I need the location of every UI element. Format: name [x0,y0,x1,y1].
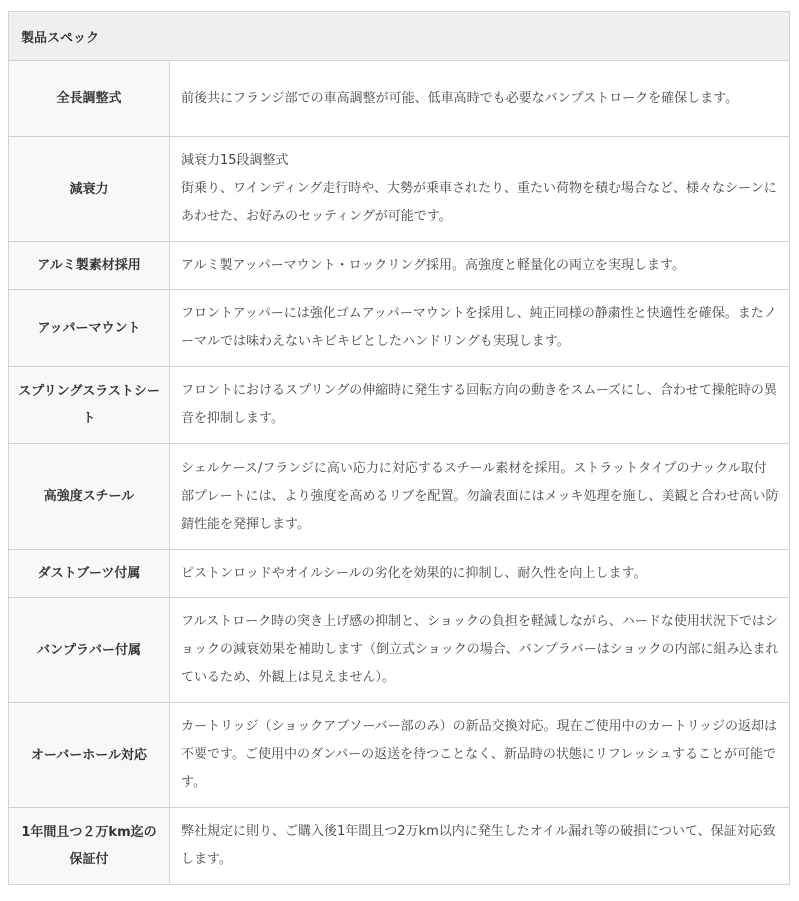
spec-value: フロントアッパーには強化ゴムアッパーマウントを採用し、純正同様の静粛性と快適性を確保。またノーマルでは味わえないキビキビとしたハンドリングも実現します。 [170,290,790,367]
spec-row [9,367,790,444]
spec-value: 減衰力15段調整式 街乗り、ワインディング走行時や、大勢が乗車されたり、重たい荷物を積む場合など、様々なシーンにあわせた、お好みのセッティングが可能です。 [170,137,790,242]
spec-value: フロントにおけるスプリングの伸縮時に発生する回転方向の動きをスムーズにし、合わせて操舵時の異音を抑制します。 [170,367,790,444]
spec-value: フルストローク時の突き上げ感の抑制と、ショックの負担を軽減しながら、ハードな使用状況下ではショックの減衰効果を補助します（倒立式ショックの場合、バンプラバーはショックの内部に組み込まれているため、外観上は見えません）。 [170,598,790,703]
spec-value: シェルケース/フランジに高い応力に対応するスチール素材を採用。ストラットタイプのナックル取付部プレートには、より強度を高めるリブを配置。勿論表面にはメッキ処理を施し、美観と合わせ高い防錆性能を発揮します。 [170,444,790,550]
spec-row [9,808,790,885]
spec-label: アルミ製素材採用 [9,242,170,290]
spec-label: ダストブーツ付属 [9,550,170,598]
spec-label: オーバーホール対応 [9,703,170,808]
spec-row [9,290,790,367]
spec-row [9,444,790,550]
spec-row [9,703,790,808]
spec-label: 減衰力 [9,137,170,242]
spec-row [9,550,790,598]
spec-label: アッパーマウント [9,290,170,367]
spec-row [9,61,790,137]
spec-header-row [9,12,790,61]
spec-value: 前後共にフランジ部での車高調整が可能、低車高時でも必要なバンプストロークを確保します。 [170,61,790,137]
spec-label: 全長調整式 [9,61,170,137]
spec-row [9,137,790,242]
spec-value: カートリッジ（ショックアブソーバー部のみ）の新品交換対応。現在ご使用中のカートリッジの返却は不要です。ご使用中のダンパーの返送を待つことなく、新品時の状態にリフレッシュすることが可能です。 [170,703,790,808]
spec-label: 高強度スチール [9,444,170,550]
spec-value: アルミ製アッパーマウント・ロックリング採用。高強度と軽量化の両立を実現します。 [170,242,790,290]
spec-label: スプリングスラストシート [9,367,170,444]
spec-table [8,11,790,885]
spec-row [9,242,790,290]
spec-title: 製品スペック [9,12,790,61]
spec-label: バンプラバー付属 [9,598,170,703]
spec-value: ピストンロッドやオイルシールの劣化を効果的に抑制し、耐久性を向上します。 [170,550,790,598]
spec-label: 1年間且つ２万km迄の保証付 [9,808,170,885]
spec-value: 弊社規定に則り、ご購入後1年間且つ2万km以内に発生したオイル漏れ等の破損について、保証対応致します。 [170,808,790,885]
spec-row [9,598,790,703]
